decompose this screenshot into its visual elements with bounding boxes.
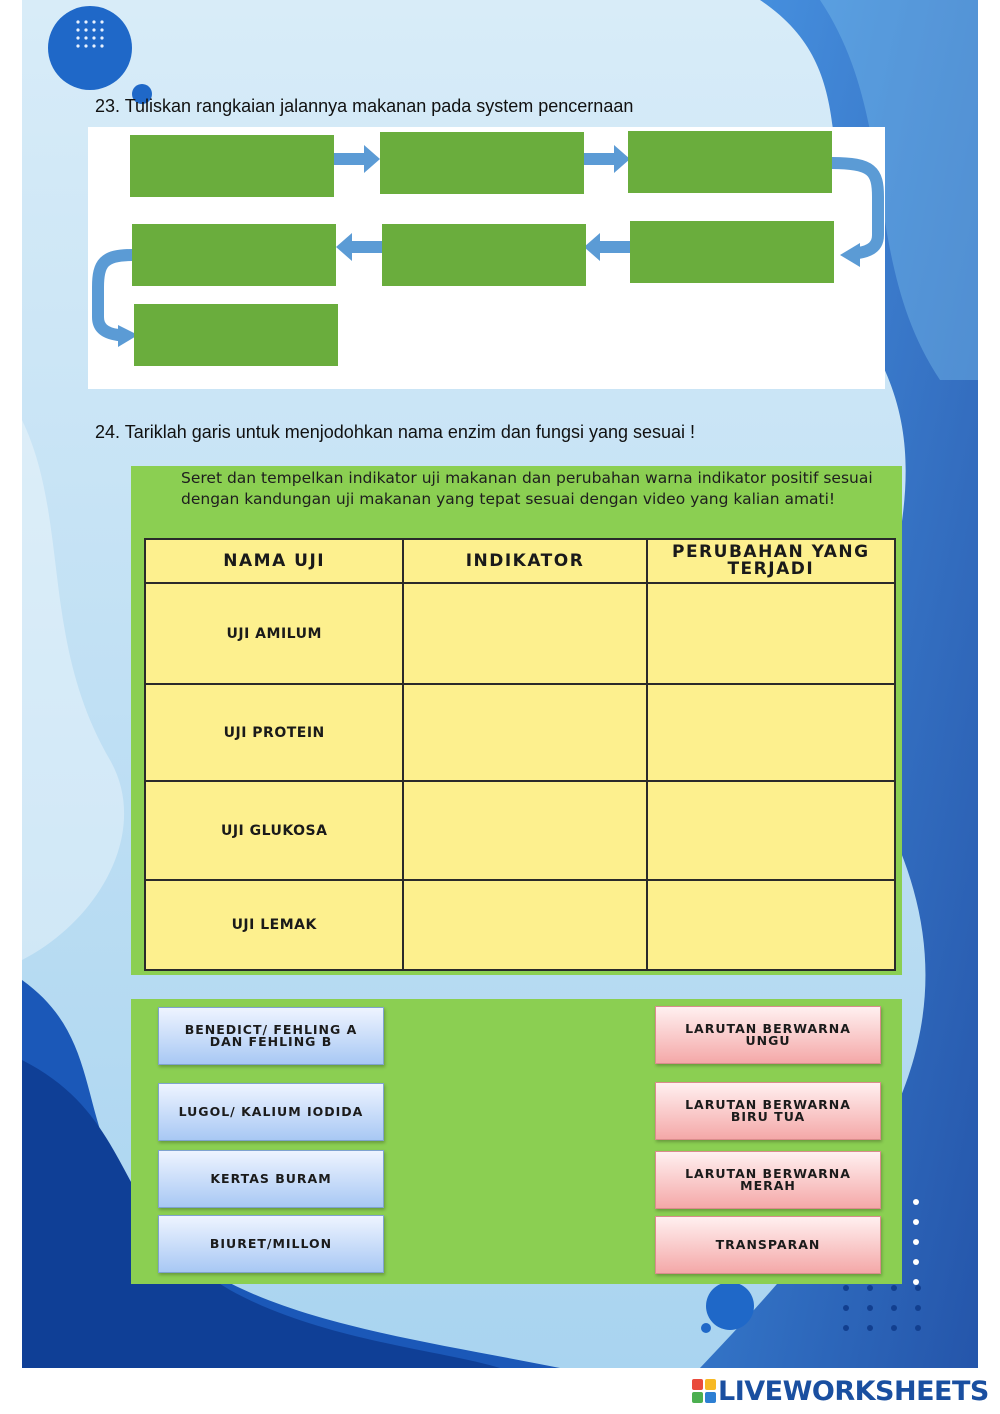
row-label: UJI PROTEIN [145, 684, 403, 781]
flow-answer-box-4[interactable] [630, 221, 834, 283]
header-indikator: INDIKATOR [403, 539, 646, 583]
logo-text: LIVEWORKSHEETS [718, 1375, 989, 1407]
flow-answer-box-6[interactable] [132, 224, 336, 286]
arrow-left-icon [336, 233, 382, 261]
table-row [145, 583, 895, 684]
result-card-ungu[interactable]: LARUTAN BERWARNA UNGU [655, 1006, 881, 1064]
liveworksheets-logo-icon [692, 1379, 716, 1403]
arrow-curve-down-icon [98, 255, 132, 335]
indicator-card-biuret[interactable]: BIURET/MILLON [158, 1215, 384, 1273]
flow-answer-box-2[interactable] [380, 132, 584, 194]
result-card-biru-tua[interactable]: LARUTAN BERWARNA BIRU TUA [655, 1082, 881, 1140]
arrow-head-icon [840, 243, 860, 267]
arrow-left-icon [584, 233, 630, 261]
table-row [145, 781, 895, 880]
indicator-drop-cell[interactable] [403, 583, 646, 684]
indicator-card-lugol[interactable]: LUGOL/ KALIUM IODIDA [158, 1083, 384, 1141]
drag-card-panel [131, 999, 902, 1284]
header-perubahan: PERUBAHAN YANG TERJADI [647, 539, 895, 583]
arrow-right-icon [334, 145, 380, 173]
flow-answer-box-1[interactable] [130, 135, 334, 197]
indicator-drop-cell[interactable] [403, 880, 646, 970]
liveworksheets-logo[interactable] [692, 1374, 989, 1408]
instruction-text: Seret dan tempelkan indikator uji makanan dan perubahan warna indikator positif sesuai dengan kandungan uji makanan yang tepat sesuai dengan video yang kalian amati! [181, 469, 873, 508]
row-label: UJI LEMAK [145, 880, 403, 970]
change-drop-cell[interactable] [647, 781, 895, 880]
change-drop-cell[interactable] [647, 684, 895, 781]
indicator-drop-cell[interactable] [403, 684, 646, 781]
result-card-merah[interactable]: LARUTAN BERWARNA MERAH [655, 1151, 881, 1209]
result-card-transparan[interactable]: TRANSPARAN [655, 1216, 881, 1274]
flow-answer-box-3[interactable] [628, 131, 832, 193]
flow-answer-box-5[interactable] [382, 224, 586, 286]
table-row [145, 880, 895, 970]
food-test-table [144, 538, 896, 971]
arrow-curve-down-icon [832, 163, 878, 253]
food-test-panel [131, 466, 902, 975]
indicator-card-benedict[interactable]: BENEDICT/ FEHLING A DAN FEHLING B [158, 1007, 384, 1065]
table-row [145, 684, 895, 781]
change-drop-cell[interactable] [647, 583, 895, 684]
question-24: 24. Tariklah garis untuk menjodohkan nama enzim dan fungsi yang sesuai ! [95, 422, 696, 442]
question-23: 23. Tuliskan rangkaian jalannya makanan pada system pencernaan [95, 96, 634, 116]
header-nama-uji: NAMA UJI [145, 539, 403, 583]
arrow-right-icon [584, 145, 630, 173]
row-label: UJI GLUKOSA [145, 781, 403, 880]
table-header-row [145, 539, 895, 583]
flow-answer-box-7[interactable] [134, 304, 338, 366]
change-drop-cell[interactable] [647, 880, 895, 970]
row-label: UJI AMILUM [145, 583, 403, 684]
indicator-card-kertas-buram[interactable]: KERTAS BURAM [158, 1150, 384, 1208]
indicator-drop-cell[interactable] [403, 781, 646, 880]
digestive-flow-diagram [88, 127, 885, 389]
